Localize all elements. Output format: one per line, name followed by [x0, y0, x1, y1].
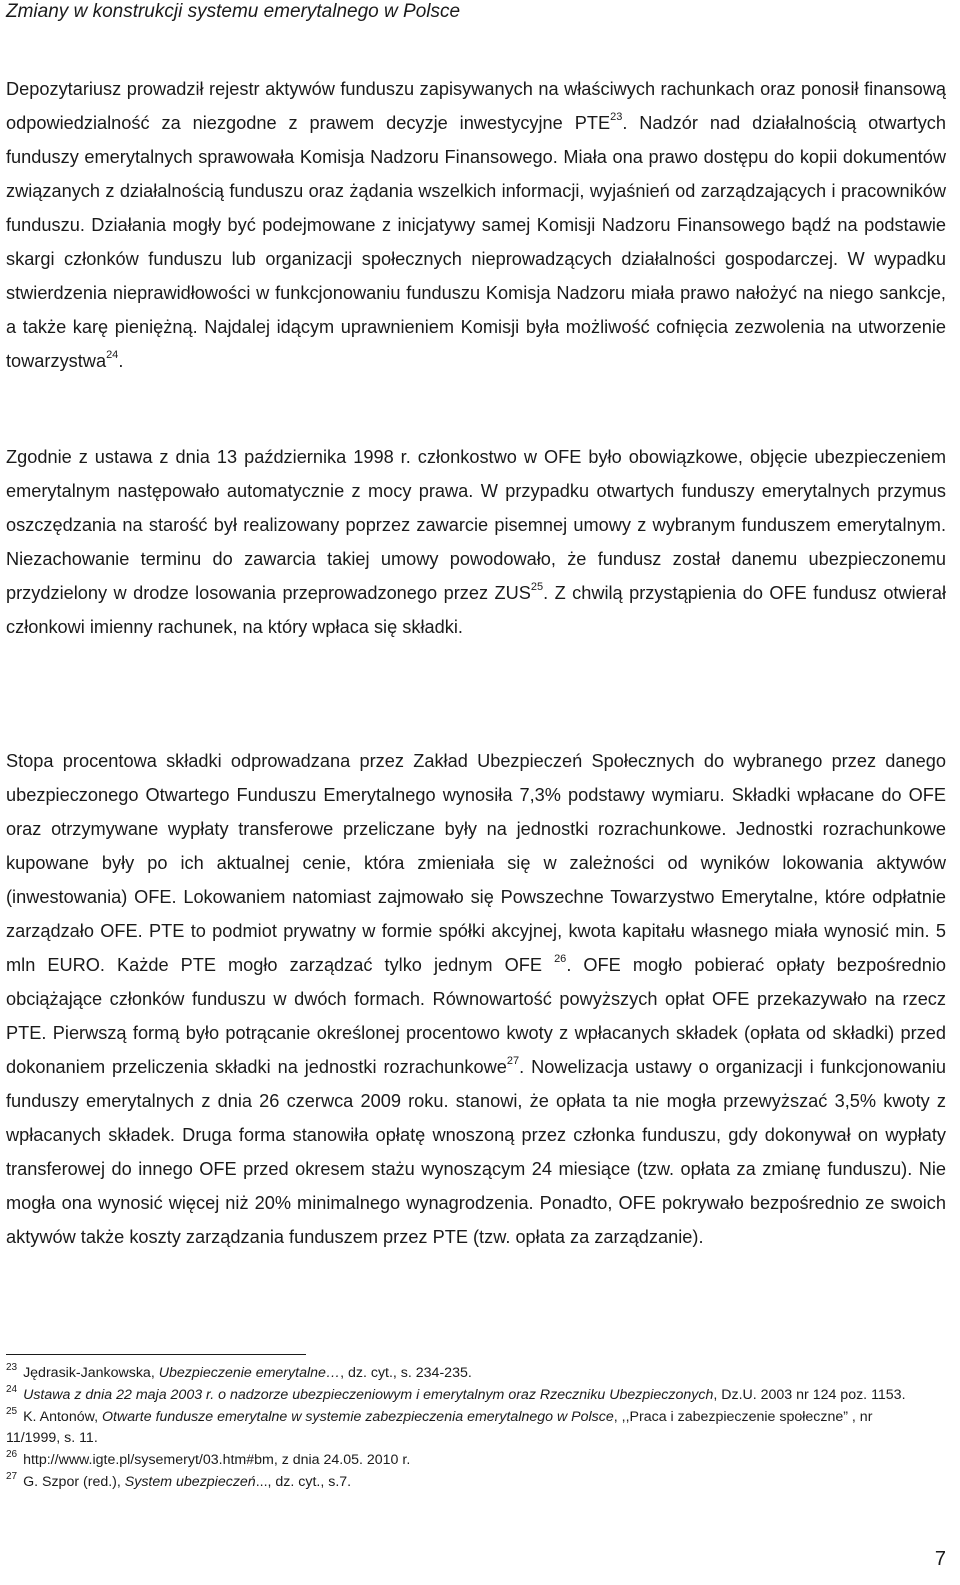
- paragraph-text: Zgodnie z ustawa z dnia 13 października 1998 r. członkostwo w OFE było obowiązkowe, objęcie ubezpieczeniem emerytalnym następowało automatycznie z mocy prawa. W przypadku otwartych funduszy emerytalnych przymus oszczędzania na starość był realizowany poprzez zawarcie pisemnej umowy z wybranym funduszem emerytalnym. Niezachowanie terminu do zawarcia takiej umowy powodowało, że fundusz został danemu ubezpieczonemu przydzielony w drodze losowania przeprowadzonego przez ZUS: [6, 447, 946, 603]
- paragraph-text: .: [118, 351, 124, 371]
- footnote-number: 27: [6, 1471, 18, 1483]
- paragraph-text: . OFE mogło pobierać opłaty bezpośrednio obciążające członków funduszu w dwóch formach. Równowartość powyższych opłat OFE przekazywało na rzecz PTE. Pierwszą formą było potrącanie określonej procentowo kwoty z wpłacanych składek (opłata od składki) przed dokonaniem przeliczenia składki na jednostki rozrachunkowe: [6, 955, 946, 1077]
- footnote-text: , ,,Praca i zabezpieczenie społeczne” , nr 11/1999, s. 11.: [6, 1409, 873, 1446]
- footnote-text: ..., dz. cyt., s.7.: [255, 1474, 352, 1490]
- footnote-number: 25: [6, 1406, 18, 1418]
- footnote-ref-26[interactable]: 26: [554, 952, 567, 965]
- footnote-24: [6, 1385, 926, 1406]
- running-header: Zmiany w konstrukcji systemu emerytalnego w Polsce: [6, 1, 461, 22]
- footnote-text: , Dz.U. 2003 nr 124 poz. 1153.: [713, 1387, 906, 1403]
- footnote-text: G. Szpor (red.),: [23, 1474, 125, 1490]
- footnote-text: K. Antonów,: [23, 1409, 102, 1425]
- footnote-number: 26: [6, 1449, 18, 1461]
- footnote-number: 23: [6, 1362, 18, 1374]
- paragraph-text: . Nowelizacja ustawy o organizacji i funkcjonowaniu funduszy emerytalnych z dnia 26 czerwca 2009 roku. stanowi, że opłata ta nie mogła przewyższać 3,5% kwoty z wpłacanych składek. Druga forma stanowiła opłatę wnoszoną przez członka funduszu, gdy dokonywał on wypłaty transferowej do innego OFE przed okresem stażu wynoszącym 24 miesiące (tzw. opłata za zmianę funduszu). Nie mogła ona wynosić więcej niż 20% minimalnego wynagrodzenia. Ponadto, OFE pokrywało bezpośrednio ze swoich aktywów także koszty zarządzania funduszem przez PTE (tzw. opłata za zarządzanie).: [6, 1057, 946, 1247]
- paragraph-text: Stopa procentowa składki odprowadzana przez Zakład Ubezpieczeń Społecznych do wybranego przez danego ubezpieczonego Otwartego Funduszu Emerytalnego wynosiła 7,3% podstawy wymiaru. Składki wpłacane do OFE oraz otrzymywane wypłaty transferowe przeliczane były na jednostki rozrachunkowe. Jednostki rozrachunkowe kupowane były po ich aktualnej cenie, która zmieniała się w zależności od wyników lokowania aktywów (inwestowania) OFE. Lokowaniem natomiast zajmowało się Powszechne Towarzystwo Emerytalne, które odpłatnie zarządzało OFE. PTE to podmiot prywatny w formie spółki akcyjnej, kwota kapitału własnego miała wynosić min. 5 mln EURO. Każde PTE mogło zarządzać tylko jednym OFE: [6, 751, 946, 975]
- footnote-title: Ubezpieczenie emerytalne…: [158, 1365, 341, 1381]
- paragraph-membership: [6, 440, 946, 644]
- footnote-separator: [6, 1354, 306, 1355]
- paragraph-supervision: [6, 72, 946, 378]
- footnote-26: [6, 1450, 926, 1471]
- footnote-ref-27[interactable]: 27: [506, 1054, 520, 1067]
- paragraph-text: . Z chwilą przystąpienia do OFE fundusz otwierał członkowi imienny rachunek, na który wpłaca się składki.: [6, 583, 946, 637]
- footnote-ref-24[interactable]: 24: [106, 348, 119, 361]
- footnote-link-text[interactable]: http://www.igte.pl/sysemeryt/03.htm#bm, z dnia 24.05. 2010 r.: [23, 1452, 411, 1468]
- paragraph-contribution-rate: [6, 744, 946, 1254]
- page-number: 7: [934, 1548, 946, 1570]
- footnote-text: , dz. cyt., s. 234-235.: [340, 1365, 472, 1381]
- footnote-title: Otwarte fundusze emerytalne w systemie zabezpieczenia emerytalnego w Polsce: [101, 1409, 614, 1425]
- paragraph-text: Depozytariusz prowadził rejestr aktywów funduszu zapisywanych na właściwych rachunkach oraz ponosił finansową odpowiedzialność za niezgodne z prawem decyzje inwestycyjne PTE: [6, 79, 946, 133]
- footnote-ref-23[interactable]: 23: [610, 110, 623, 123]
- footnote-text: Jędrasik-Jankowska,: [23, 1365, 159, 1381]
- footnotes: [6, 1363, 926, 1494]
- footnote-title: Ustawa z dnia 22 maja 2003 r. o nadzorze ubezpieczeniowym i emerytalnym oraz Rzeczniku Ubezpieczonych: [23, 1387, 714, 1403]
- footnote-27: [6, 1472, 926, 1493]
- footnote-23: [6, 1363, 926, 1384]
- footnote-number: 24: [6, 1384, 18, 1396]
- footnote-25: [6, 1407, 926, 1449]
- footnote-title: System ubezpieczeń: [124, 1474, 256, 1490]
- footnote-ref-25[interactable]: 25: [530, 580, 544, 593]
- paragraph-text: . Nadzór nad działalnością otwartych funduszy emerytalnych sprawowała Komisja Nadzoru Finansowego. Miała ona prawo dostępu do kopii dokumentów związanych z działalnością funduszu oraz żądania wszelkich informacji, wyjaśnień od zarządzających i pracowników funduszu. Działania mogły być podejmowane z inicjatywy samej Komisji Nadzoru Finansowego bądź na podstawie skargi członków funduszu lub organizacji społecznych nieprowadzących działalności gospodarczej. W wypadku stwierdzenia nieprawidłowości w funkcjonowaniu funduszu Komisja Nadzoru miała prawo nałożyć na niego sankcje, a także karę pieniężną. Najdalej idącym uprawnieniem Komisji była możliwość cofnięcia zezwolenia na utworzenie towarzystwa: [6, 113, 946, 371]
